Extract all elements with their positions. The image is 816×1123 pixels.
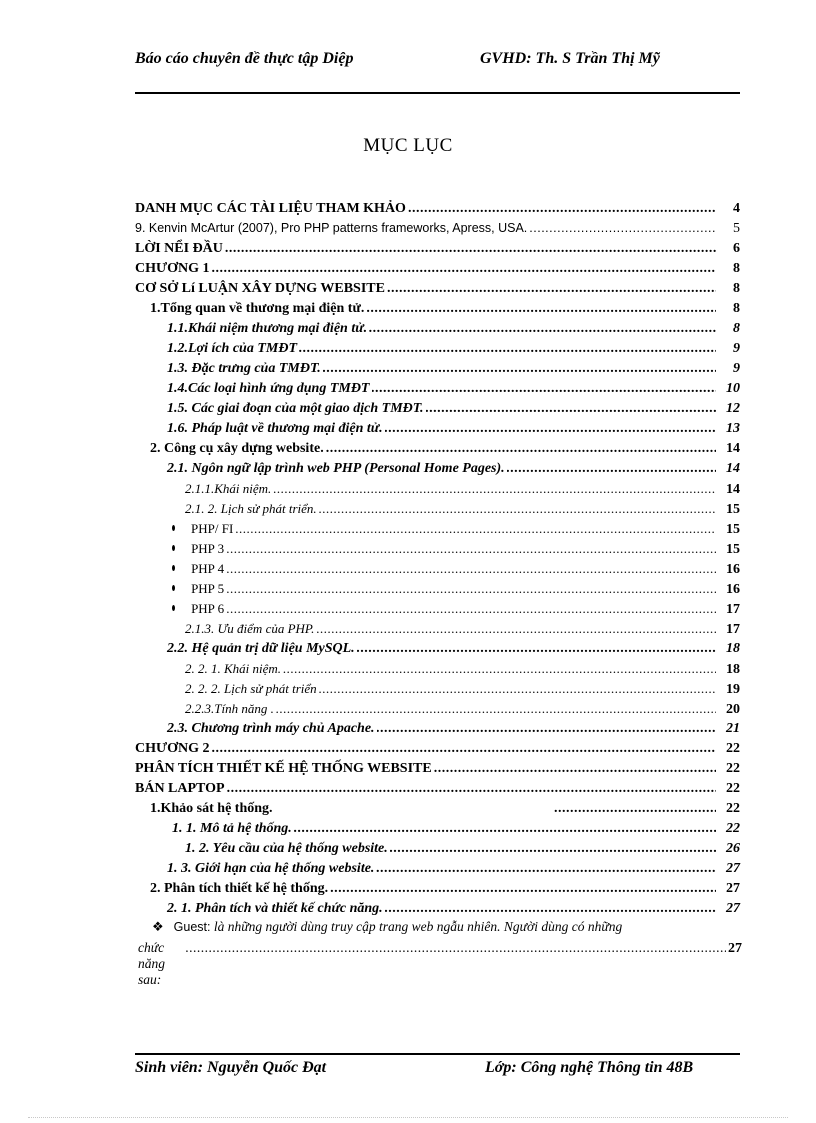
bullet-icon	[172, 545, 175, 551]
toc-entry[interactable]: 2.1. Ngôn ngữ lập trình web PHP (Personal Home Pages). ..... 14	[167, 461, 740, 480]
toc-entry[interactable]: 1.4.Các loại hình ứng dụng TMĐT ..... 10	[167, 381, 740, 400]
toc-entry[interactable]: LỜI NỂI ĐẦU ..... 6	[135, 241, 740, 260]
toc-entry[interactable]: 2.1. 2. Lịch sử phát triển. ..... 15	[185, 501, 740, 520]
toc-entry[interactable]: PHP 3 ..... 15	[172, 541, 740, 560]
bullet-icon	[172, 525, 175, 531]
page-edge-divider	[28, 1117, 788, 1118]
toc-entry[interactable]: 1. 3. Giới hạn của hệ thống website. ..... 27	[167, 861, 740, 880]
toc-entry[interactable]: 2. Phân tích thiết kế hệ thống. ..... 27	[150, 881, 740, 900]
guest-label: Guest:	[173, 920, 211, 934]
toc-entry[interactable]: PHP/ FI ..... 15	[172, 521, 740, 540]
footer-class: Lớp: Công nghệ Thông tin 48B	[485, 1059, 694, 1076]
diamond-bullet-icon: ❖	[152, 919, 164, 934]
toc-entry[interactable]: 2. 2. 2. Lịch sử phát triển ..... 19	[185, 681, 740, 700]
toc-entry[interactable]: 1.Khảo sát hệ thống. ..... 22	[150, 801, 740, 820]
page-footer	[135, 1053, 740, 1085]
footer-student: Sinh viên: Nguyễn Quốc Đạt	[135, 1059, 327, 1076]
toc-entry[interactable]: PHÂN TÍCH THIẾT KẾ HỆ THỐNG WEBSITE ..... 22	[135, 761, 740, 780]
toc-entry[interactable]: 2.2. Hệ quản trị dữ liệu MySQL. ..... 18	[167, 641, 740, 660]
toc-entry[interactable]: 1. 1. Mô tả hệ thống. ..... 22	[172, 821, 740, 840]
toc-entry[interactable]: 1.1.Khái niệm thương mại điện tử. ..... 8	[167, 321, 740, 340]
guest-description: là những người dùng truy cập trang web ngẫu nhiên. Người dùng có những	[210, 919, 623, 934]
toc-entry[interactable]: 2.1.3. Ưu điểm của PHP. ..... 17	[185, 621, 740, 640]
toc-entry[interactable]: 2. 2. 1. Khái niệm. ..... 18	[185, 661, 740, 680]
header-report-title: Báo cáo chuyên đề thực tập Diệp	[135, 50, 354, 67]
toc-entry[interactable]: 1.Tổng quan về thương mại điện tử. ..... 8	[150, 301, 740, 320]
toc-entry[interactable]: 1.6. Pháp luật về thương mại điện tử. ..... 13	[167, 421, 740, 440]
toc-entry[interactable]: 2.1.1.Khái niệm. ..... 14	[185, 481, 740, 500]
header-supervisor: GVHD: Th. S Trần Thị Mỹ	[480, 50, 660, 67]
bullet-icon	[172, 585, 175, 591]
toc-entry[interactable]: CHƯƠNG 1 ..... 8	[135, 261, 740, 280]
toc-entry[interactable]: CƠ SỞ Lí LUẬN XÂY DỰNG WEBSITE ..... 8	[135, 281, 740, 300]
toc-entry[interactable]: 2. Công cụ xây dựng website. ..... 14	[150, 441, 740, 460]
guest-description-cont: chức năng sau:	[138, 940, 165, 987]
toc-entry-guest[interactable]	[138, 919, 742, 987]
toc-entry[interactable]: PHP 6 ..... 17	[172, 601, 740, 620]
toc-entry[interactable]: 2.2.3.Tính năng . ..... 20	[185, 701, 740, 720]
bullet-icon	[172, 565, 175, 571]
toc-title: MỤC LỤC	[363, 135, 453, 156]
toc-entry[interactable]: CHƯƠNG 2 ..... 22	[135, 741, 740, 760]
toc-entry[interactable]: BÁN LAPTOP ..... 22	[135, 781, 740, 800]
toc-entry[interactable]: 1.5. Các giai đoạn của một giao dịch TMĐT. ..... 12	[167, 401, 740, 420]
toc-entry[interactable]: PHP 4 ..... 16	[172, 561, 740, 580]
guest-page: 27	[728, 941, 742, 956]
bullet-icon	[172, 605, 175, 611]
toc-entry[interactable]: DANH MỤC CÁC TÀI LIỆU THAM KHẢO ..... 4	[135, 201, 740, 220]
toc-entry[interactable]: 2.3. Chương trình máy chủ Apache. ..... 21	[167, 721, 740, 740]
toc-entry[interactable]: 1.3. Đặc trưng của TMĐT. ..... 9	[167, 361, 740, 380]
toc-entry[interactable]: PHP 5 ..... 16	[172, 581, 740, 600]
toc-entry[interactable]: 1.2.Lợi ích của TMĐT ..... 9	[167, 341, 740, 360]
toc-entry[interactable]: 2. 1. Phân tích và thiết kế chức năng. ..... 27	[167, 901, 740, 920]
toc-entry[interactable]: 1. 2. Yêu cầu của hệ thống website. ..... 26	[185, 841, 740, 860]
toc-entry[interactable]: 9. Kenvin McArtur (2007), Pro PHP patterns frameworks, Apress, USA. ..... 5	[135, 221, 740, 240]
